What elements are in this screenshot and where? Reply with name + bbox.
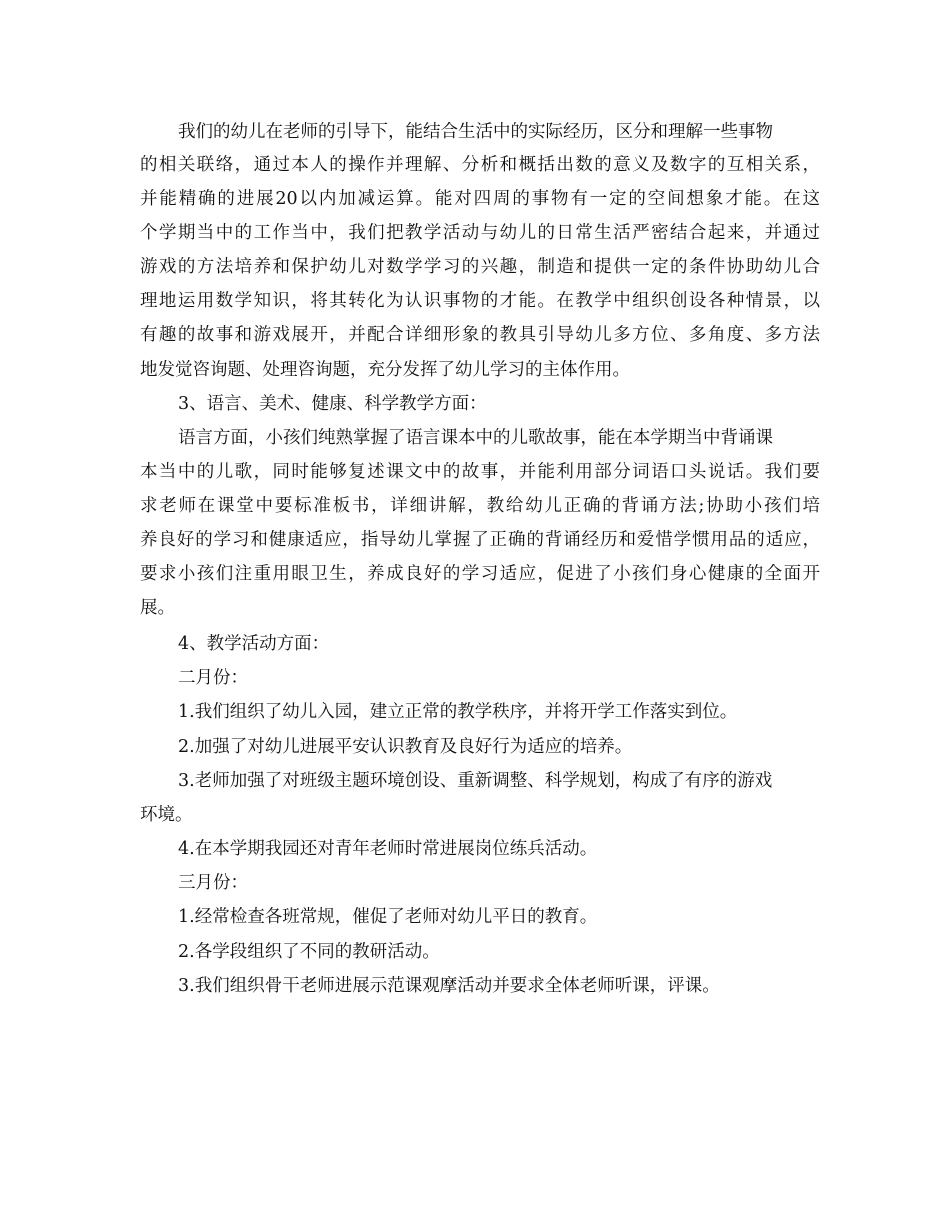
paragraph-line: 个学期当中的工作当中，我们把教学活动与幼儿的日常生活严密结合起来，并通过	[140, 223, 820, 243]
list-item: 2.各学段组织了不同的教研活动。	[178, 942, 440, 962]
list-item: 1.我们组织了幼儿入园，建立正常的教学秩序，并将开学工作落实到位。	[178, 702, 738, 722]
section-heading: 3、语言、美术、健康、科学教学方面：	[178, 394, 487, 414]
list-item: 1.经常检查各班常规，催促了老师对幼儿平日的教育。	[178, 907, 598, 927]
paragraph-line: 展。	[140, 598, 175, 618]
paragraph-line: 要求小孩们注重用眼卫生，养成良好的学习适应，促进了小孩们身心健康的全面开	[140, 564, 820, 584]
section-heading: 4、教学活动方面：	[178, 634, 330, 654]
paragraph-line: 的相关联络，通过本人的操作并理解、分析和概括出数的意义及数字的互相关系，	[140, 155, 820, 175]
paragraph-line: 我们的幼儿在老师的引导下，能结合生活中的实际经历，区分和理解一些事物	[178, 122, 773, 142]
list-item-continuation: 环境。	[140, 805, 193, 825]
paragraph-line: 养良好的学习和健康适应，指导幼儿掌握了正确的背诵经历和爱惜学惯用品的适应，	[140, 530, 820, 550]
list-item: 3.我们组织骨干老师进展示范课观摩活动并要求全体老师听课，评课。	[178, 976, 720, 996]
list-item: 4.在本学期我园还对青年老师时常进展岗位练兵活动。	[178, 839, 598, 859]
paragraph-line: 并能精确的进展20以内加减运算。能对四周的事物有一定的空间想象才能。在这	[140, 189, 820, 209]
paragraph-line: 有趣的故事和游戏展开，并配合详细形象的教具引导幼儿多方位、多角度、多方法	[140, 325, 820, 345]
paragraph-line: 语言方面，小孩们纯熟掌握了语言课本中的儿歌故事，能在本学期当中背诵课	[178, 428, 773, 448]
list-item: 2.加强了对幼儿进展平安认识教育及良好行为适应的培养。	[178, 737, 633, 757]
paragraph-line: 地发觉咨询题、处理咨询题，充分发挥了幼儿学习的主体作用。	[140, 360, 630, 380]
paragraph-line: 理地运用数学知识，将其转化为认识事物的才能。在教学中组织创设各种情景，以	[140, 291, 820, 311]
month-heading: 三月份：	[178, 873, 248, 893]
paragraph-line: 游戏的方法培养和保护幼儿对数学学习的兴趣，制造和提供一定的条件协助幼儿合	[140, 257, 820, 277]
paragraph-line: 求老师在课堂中要标准板书，详细讲解，教给幼儿正确的背诵方法;协助小孩们培	[140, 496, 820, 516]
month-heading: 二月份：	[178, 668, 248, 688]
list-item: 3.老师加强了对班级主题环境创设、重新调整、科学规划，构成了有序的游戏	[178, 771, 773, 791]
paragraph-line: 本当中的儿歌，同时能够复述课文中的故事，并能利用部分词语口头说话。我们要	[140, 462, 820, 482]
